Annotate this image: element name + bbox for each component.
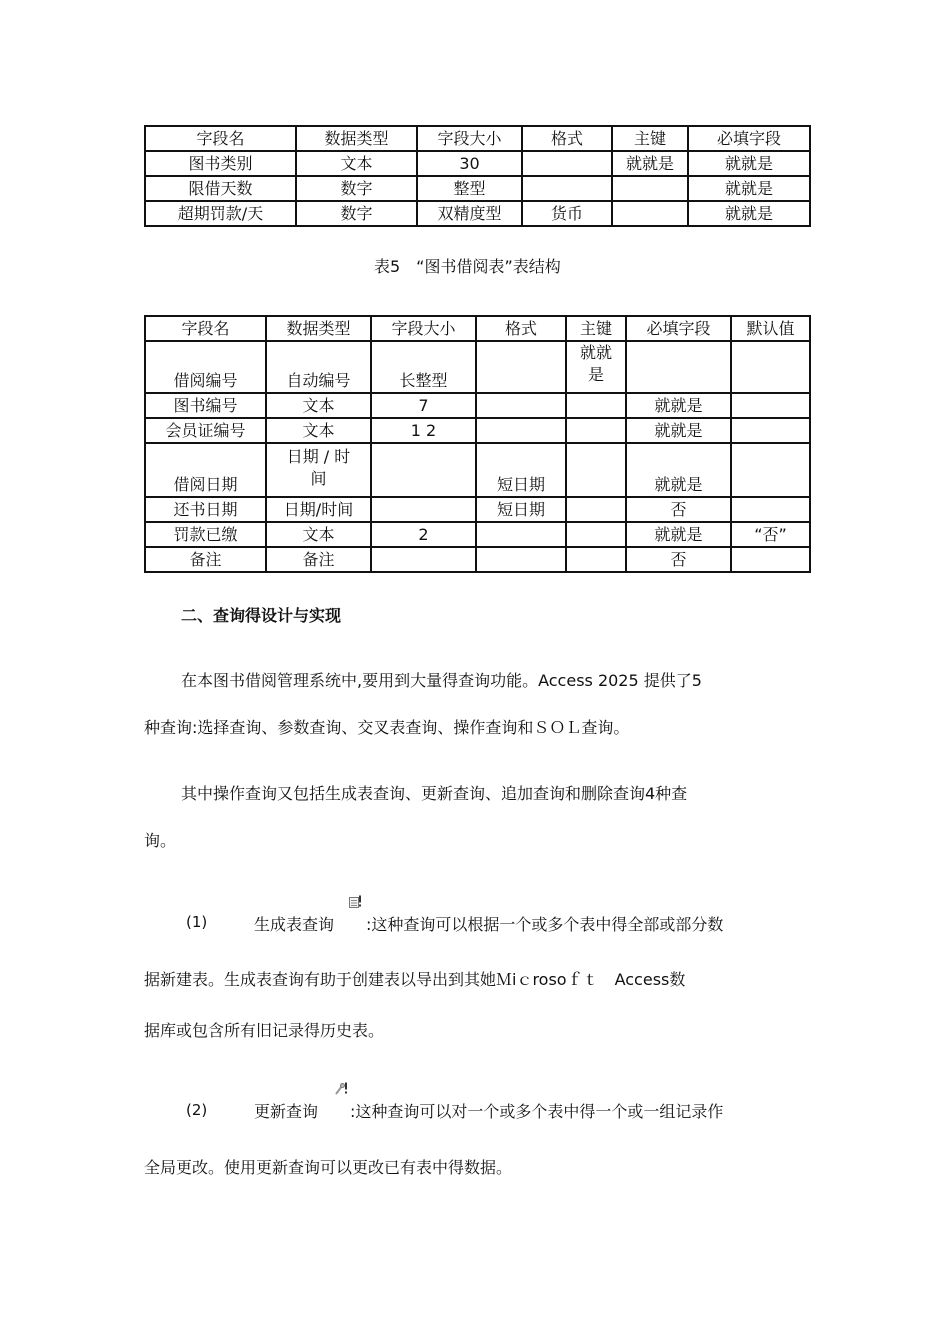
table-row <box>145 418 810 443</box>
table-cell: 双精度型 <box>417 201 522 226</box>
table-cell <box>476 393 566 418</box>
table-row <box>145 201 810 226</box>
table-cell: 日期 / 时间 <box>266 443 371 497</box>
table-cell: 就就是 <box>626 393 731 418</box>
table-cell: “否” <box>731 522 810 547</box>
table-cell <box>612 201 688 226</box>
table-cell <box>476 418 566 443</box>
table-cell: 备注 <box>145 547 266 572</box>
table-header-row <box>145 126 810 151</box>
table-row <box>145 522 810 547</box>
header-cell: 主键 <box>566 316 626 341</box>
table-cell <box>476 341 566 393</box>
header-cell: 字段名 <box>145 316 266 341</box>
table-cell: 就就是 <box>688 176 810 201</box>
header-cell: 默认值 <box>731 316 810 341</box>
table-cell: 文本 <box>266 418 371 443</box>
header-cell: 必填字段 <box>688 126 810 151</box>
table-cell <box>731 418 810 443</box>
table-cell <box>626 341 731 393</box>
table-cell <box>476 547 566 572</box>
table-cell <box>566 393 626 418</box>
table-cell: 还书日期 <box>145 497 266 522</box>
table-cell: 数字 <box>296 176 417 201</box>
table-cell: 就就是 <box>566 341 626 393</box>
table-cell <box>731 443 810 497</box>
table-cell: 货币 <box>522 201 612 226</box>
paragraph-line: :这种查询可以对一个或多个表中得一个或一组记录作 <box>350 1102 724 1121</box>
table-row <box>145 176 810 201</box>
table-cell: 短日期 <box>476 443 566 497</box>
table-cell <box>371 547 476 572</box>
table-cell: 长整型 <box>371 341 476 393</box>
table-cell: 就就是 <box>626 443 731 497</box>
paragraph-line: 据新建表。生成表查询有助于创建表以导出到其她Ｍiｃrosoｆｔ Access数 <box>144 970 686 989</box>
update-query-icon <box>335 1082 348 1096</box>
paragraph-line: 据库或包含所有旧记录得历史表。 <box>144 1021 385 1040</box>
paragraph-line: 其中操作查询又包括生成表查询、更新查询、追加查询和删除查询4种查 <box>181 784 688 803</box>
table-cell: 否 <box>626 547 731 572</box>
table-cell: 文本 <box>296 151 417 176</box>
table-cell <box>566 497 626 522</box>
table-row <box>145 547 810 572</box>
header-cell: 主键 <box>612 126 688 151</box>
table-cell <box>371 443 476 497</box>
header-cell: 必填字段 <box>626 316 731 341</box>
table-cell <box>566 418 626 443</box>
header-cell: 字段大小 <box>417 126 522 151</box>
table-row <box>145 497 810 522</box>
list-number: (1) <box>186 913 208 931</box>
table-cell <box>731 497 810 522</box>
header-cell: 格式 <box>522 126 612 151</box>
paragraph-line: 在本图书借阅管理系统中,要用到大量得查询功能。Access 2025 提供了5 <box>181 671 702 690</box>
make-table-query-icon <box>349 895 362 909</box>
table-cell: 超期罚款/天 <box>145 201 296 226</box>
paragraph-line: 全局更改。使用更新查询可以更改已有表中得数据。 <box>144 1158 513 1177</box>
list-number: (2) <box>186 1101 208 1119</box>
table-cell <box>612 176 688 201</box>
table-cell: 文本 <box>266 393 371 418</box>
header-cell: 数据类型 <box>296 126 417 151</box>
borrow-table-structure <box>144 315 811 573</box>
table-cell <box>371 497 476 522</box>
table-cell <box>522 151 612 176</box>
table-caption: 表5 “图书借阅表”表结构 <box>374 257 561 276</box>
table-row <box>145 443 810 497</box>
table-cell: 7 <box>371 393 476 418</box>
table-cell: 借阅日期 <box>145 443 266 497</box>
table-cell: 1 2 <box>371 418 476 443</box>
table-cell: 数字 <box>296 201 417 226</box>
table-row <box>145 151 810 176</box>
table-cell: 图书类别 <box>145 151 296 176</box>
header-cell: 格式 <box>476 316 566 341</box>
table-cell: 图书编号 <box>145 393 266 418</box>
table-cell: 文本 <box>266 522 371 547</box>
item-title: 更新查询 <box>254 1102 319 1121</box>
table-cell: 30 <box>417 151 522 176</box>
table-cell: 自动编号 <box>266 341 371 393</box>
table-cell: 限借天数 <box>145 176 296 201</box>
table-cell: 就就是 <box>688 201 810 226</box>
paragraph-line: 询。 <box>144 831 177 850</box>
table-cell: 就就是 <box>626 418 731 443</box>
table-cell <box>566 547 626 572</box>
field-structure-table-1 <box>144 125 811 227</box>
table-cell: 备注 <box>266 547 371 572</box>
table-cell <box>566 522 626 547</box>
table-cell <box>566 443 626 497</box>
table-cell <box>476 522 566 547</box>
table-cell: 整型 <box>417 176 522 201</box>
table-cell: 否 <box>626 497 731 522</box>
table-header-row <box>145 316 810 341</box>
item-title: 生成表查询 <box>254 915 335 934</box>
table-cell <box>522 176 612 201</box>
paragraph-line: :这种查询可以根据一个或多个表中得全部或部分数 <box>366 915 724 934</box>
table-row <box>145 341 810 393</box>
table-cell: 就就是 <box>688 151 810 176</box>
section-heading: 二、查询得设计与实现 <box>181 606 342 625</box>
table-cell: 就就是 <box>612 151 688 176</box>
header-cell: 数据类型 <box>266 316 371 341</box>
paragraph-line: 种查询:选择查询、参数查询、交叉表查询、操作查询和ＳＯＬ查询。 <box>144 718 630 737</box>
table-cell: 短日期 <box>476 497 566 522</box>
table-row <box>145 393 810 418</box>
table-cell: 2 <box>371 522 476 547</box>
header-cell: 字段名 <box>145 126 296 151</box>
table-cell: 借阅编号 <box>145 341 266 393</box>
table-cell <box>731 393 810 418</box>
table-cell <box>731 547 810 572</box>
table-cell: 就就是 <box>626 522 731 547</box>
table-cell: 会员证编号 <box>145 418 266 443</box>
table-cell <box>731 341 810 393</box>
table-cell: 罚款已缴 <box>145 522 266 547</box>
header-cell: 字段大小 <box>371 316 476 341</box>
table-cell: 日期/时间 <box>266 497 371 522</box>
